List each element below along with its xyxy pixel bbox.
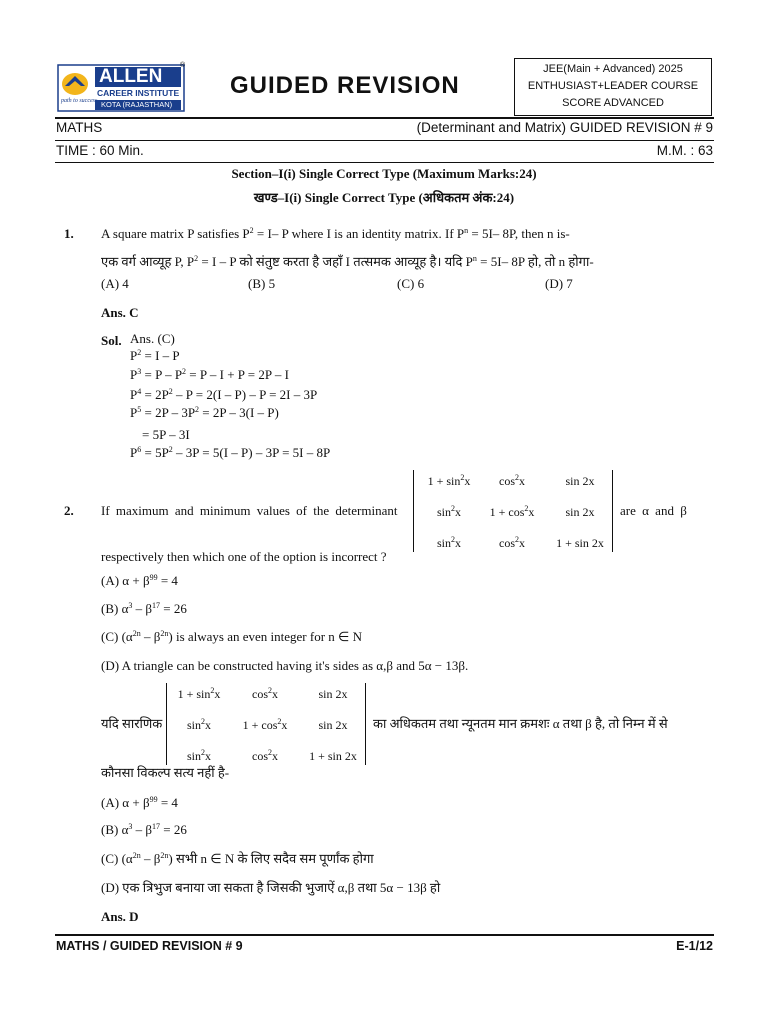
option-c-text: सभी n ∈ N के लिए सदैव सम पूर्णांक होगा bbox=[172, 851, 374, 866]
determinant-en: $1 + \sin^2x$ $\cos^2x$ sin 2x $\sin^2x$ $1 + \cos^2x$ sin 2x $\sin^2x$ $\cos^2x$ 1 + sin 2x bbox=[413, 470, 613, 552]
divider bbox=[55, 140, 714, 141]
option-b: (B) 5 bbox=[248, 276, 276, 291]
section-heading-en: Section–I(i) Single Correct Type (Maximum Marks:24) bbox=[231, 166, 537, 181]
solution-heading: Ans. (C) bbox=[130, 331, 175, 346]
solution-line: $P^5 = 2P - 3P^2 = 2P - 3(I - P)$ bbox=[130, 405, 279, 420]
question-number: 1. bbox=[64, 226, 74, 241]
question-2-lead-en: If maximum and minimum values of the determinant bbox=[101, 503, 398, 518]
option-c-text: is always an even integer for n ∈ N bbox=[172, 629, 362, 644]
course-line-2: ENTHUSIAST+LEADER COURSE bbox=[527, 80, 699, 92]
course-line-3: SCORE ADVANCED bbox=[562, 97, 664, 109]
logo-name: ALLEN bbox=[99, 66, 163, 87]
marks-label: M.M. : 63 bbox=[656, 143, 713, 158]
question-2-line2-hi: कौनसा विकल्प सत्य नहीं है- bbox=[101, 765, 230, 780]
solution-line: $P^6 = 5P^2 - 3P = 5(I - P) - 3P = 5I - 8P$ bbox=[130, 445, 331, 460]
time-label: TIME : 60 Min. bbox=[56, 143, 144, 158]
course-line-1: JEE(Main + Advanced) 2025 bbox=[543, 63, 683, 75]
solution-line: $P^3 = P - P^2 = P - I + P = 2P - I$ bbox=[130, 367, 289, 382]
solution-line: $P^2 = I - P$ bbox=[130, 348, 180, 363]
logo-city: KOTA (RAJASTHAN) bbox=[101, 100, 173, 109]
option-c: (C) 6 bbox=[397, 276, 425, 291]
footer-left: MATHS / GUIDED REVISION # 9 bbox=[56, 939, 243, 953]
option-d: (D) 7 bbox=[545, 276, 573, 291]
option-b: (B) $\alpha^3 - \beta^{17} = 26$ bbox=[101, 822, 187, 837]
option-d: (D) A triangle can be constructed having it's sides as α,β and 5α − 13β. bbox=[101, 658, 469, 673]
page-title: GUIDED REVISION bbox=[230, 72, 460, 99]
solution-line: = 5P – 3I bbox=[142, 427, 190, 442]
page-number: E-1/12 bbox=[676, 939, 713, 953]
allen-logo bbox=[57, 64, 185, 112]
determinant-hi: $1 + \sin^2x$ $\cos^2x$ sin 2x $\sin^2x$ $1 + \cos^2x$ sin 2x $\sin^2x$ $\cos^2x$ 1 + sin 2x bbox=[166, 683, 366, 765]
question-2-tail-en: are α and β bbox=[620, 503, 687, 518]
solution-label: Sol. bbox=[101, 333, 122, 348]
logo-tagline: path to success bbox=[61, 98, 98, 104]
logo-sub: CAREER INSTITUTE bbox=[97, 88, 180, 98]
question-2-lead-hi: यदि सारणिक bbox=[101, 716, 163, 731]
option-d: (D) एक त्रिभुज बनाया जा सकता है जिसकी भुजाऐं α,β तथा 5α − 13β हो bbox=[101, 880, 441, 895]
registered-mark: ® bbox=[180, 62, 186, 69]
topic-label: (Determinant and Matrix) GUIDED REVISION # 9 bbox=[416, 120, 713, 135]
divider bbox=[55, 162, 714, 163]
subject-label: MATHS bbox=[56, 120, 103, 135]
answer-1: Ans. C bbox=[101, 305, 139, 320]
header-divider bbox=[55, 117, 714, 119]
option-b: (B) $\alpha^3 - \beta^{17} = 26$ bbox=[101, 601, 187, 616]
question-1-text-en: A square matrix P satisfies $P^2 = I-$ P where I is an identity matrix. If $P^n = 5I-$ 8P, then n is- bbox=[101, 226, 570, 241]
option-a: (A) 4 bbox=[101, 276, 129, 291]
solution-line: $P^4 = 2P^2 - P = 2(I - P) - P = 2I - 3P$ bbox=[130, 387, 318, 402]
option-a: (A) $\alpha + \beta^{99} = 4$ bbox=[101, 795, 178, 810]
option-c: (C) $(\alpha^{2n} - \beta^{2n})$ सभी n ∈ N के लिए सदैव सम पूर्णांक होगा bbox=[101, 851, 374, 866]
answer-2: Ans. D bbox=[101, 909, 139, 924]
option-c: (C) $(\alpha^{2n} - \beta^{2n})$ is always an even integer for n ∈ N bbox=[101, 629, 362, 644]
course-box bbox=[514, 58, 712, 116]
option-a: (A) $\alpha + \beta^{99} = 4$ bbox=[101, 573, 178, 588]
footer-divider bbox=[55, 934, 714, 936]
section-heading-hi: खण्ड–I(i) Single Correct Type (अधिकतम अंक:24) bbox=[253, 190, 515, 205]
question-number: 2. bbox=[64, 503, 74, 518]
question-1-text-hi: एक वर्ग आव्यूह P, $P^2 = I - P$ को संतुष्ट करता है जहाँ I तत्समक आव्यूह है। यदि $P^n = 5I-$ 8P हो, तो n होगा- bbox=[101, 254, 594, 269]
question-2-line2-en: respectively then which one of the option is incorrect ? bbox=[101, 549, 387, 564]
question-2-tail-hi: का अधिकतम तथा न्यूनतम मान क्रमशः α तथा β है, तो निम्न में से bbox=[373, 716, 668, 731]
